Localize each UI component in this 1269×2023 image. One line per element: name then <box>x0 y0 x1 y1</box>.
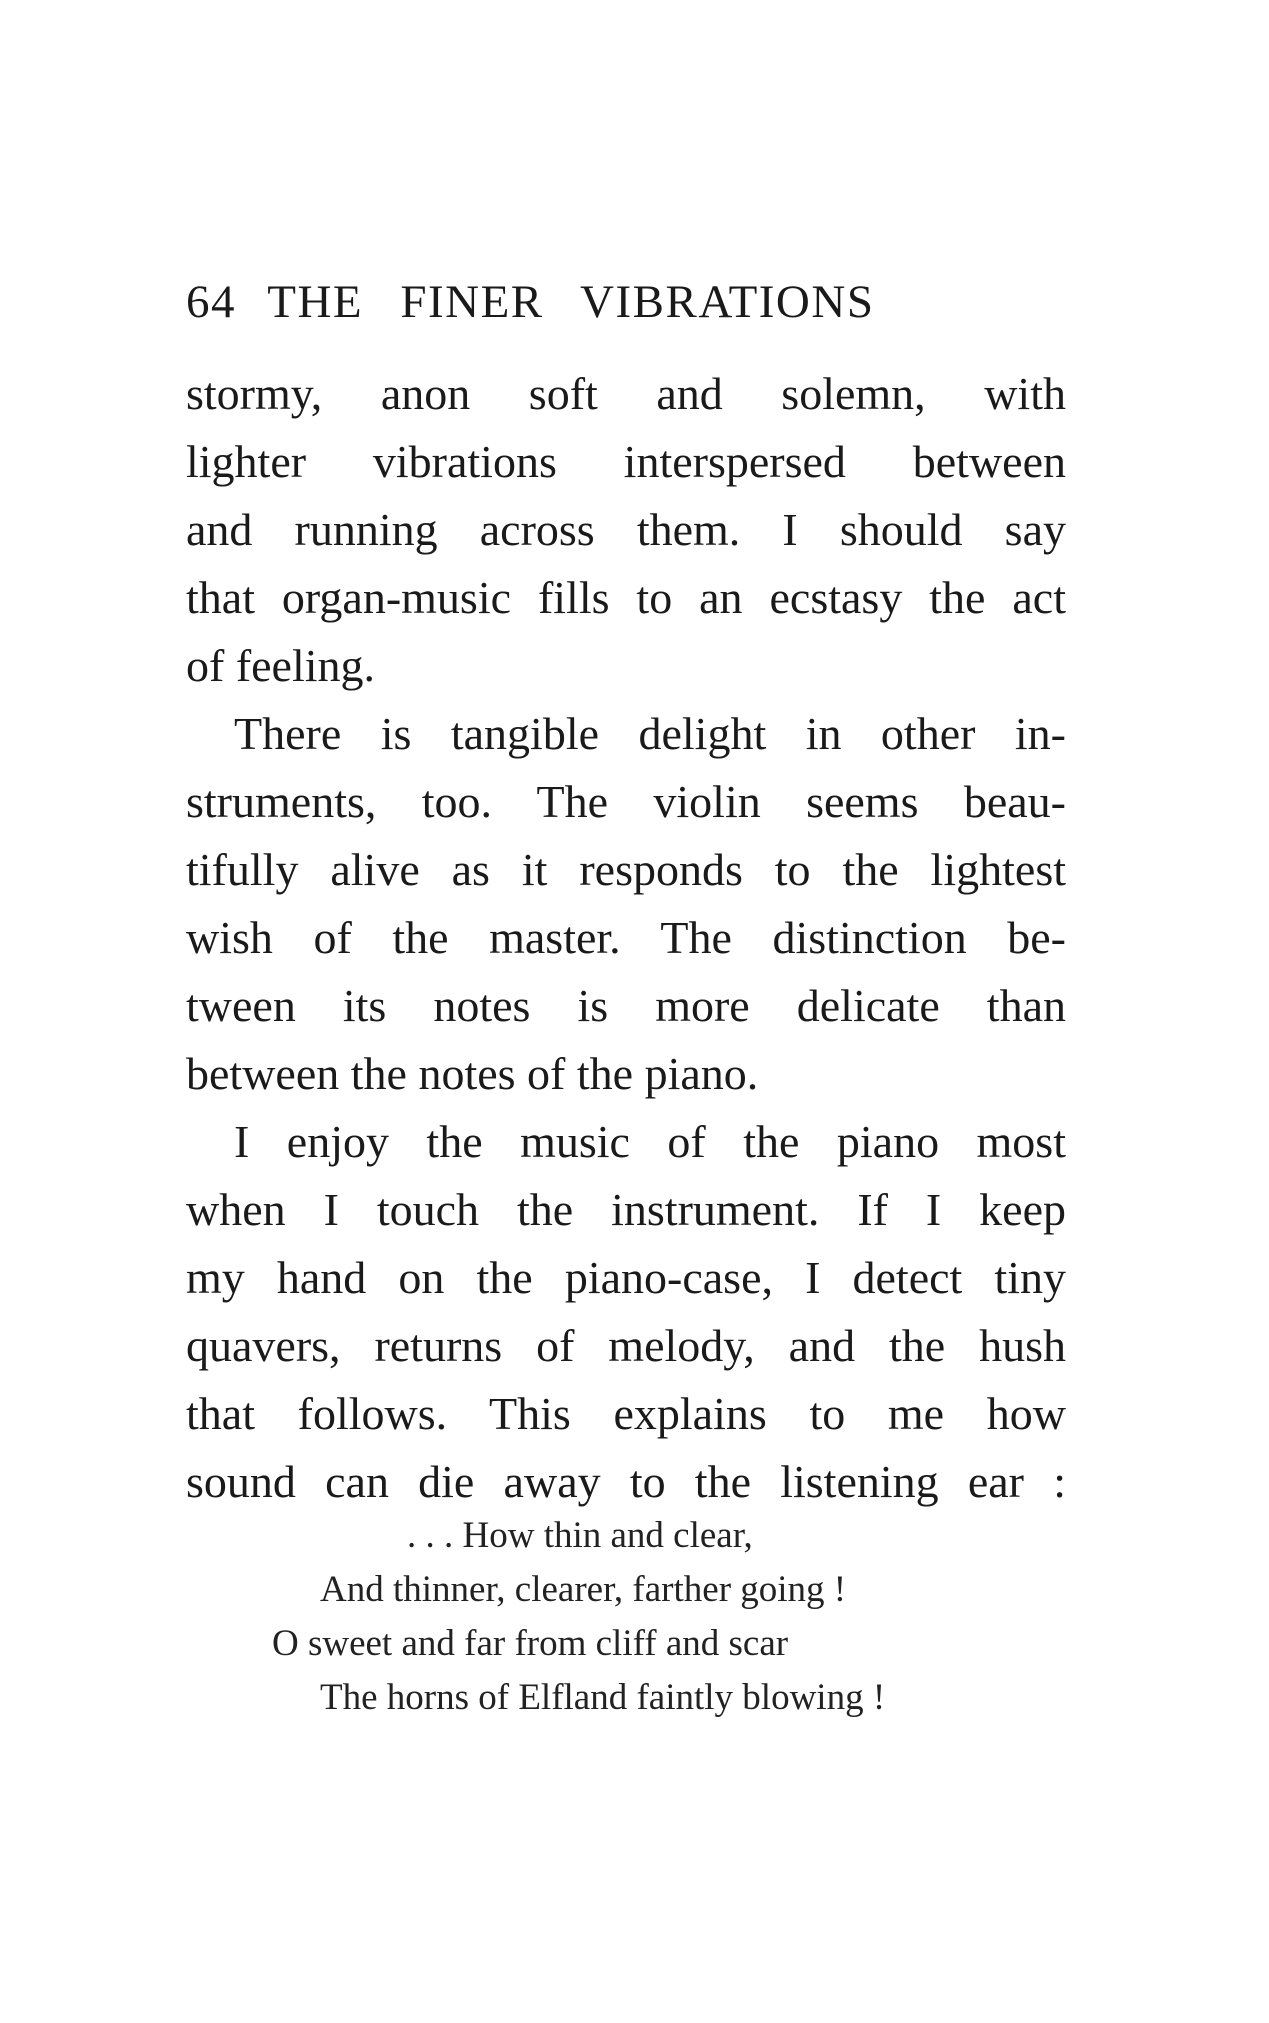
text-line: of feeling. <box>186 640 376 691</box>
text-line: tifully alive as it responds to the lightest <box>186 844 1066 895</box>
text-line: stormy, anon soft and solemn, with <box>186 368 1066 419</box>
text-line: between the notes of the piano. <box>186 1048 759 1099</box>
text-line: I enjoy the music of the piano most <box>234 1116 1066 1167</box>
text-line: struments, too. The violin seems beau- <box>186 776 1066 827</box>
page-number: 64 <box>186 276 236 328</box>
text-line: my hand on the piano-case, I detect tiny <box>186 1252 1066 1303</box>
text-line: that follows. This explains to me how <box>186 1388 1066 1439</box>
poem-line: O sweet and far from cliff and scar <box>272 1623 789 1664</box>
text-line: when I touch the instrument. If I keep <box>186 1184 1066 1235</box>
text-line: tween its notes is more delicate than <box>186 980 1066 1031</box>
poem-quotation <box>272 1509 1052 1725</box>
text-line: There is tangible delight in other in- <box>234 708 1066 759</box>
text-line: that organ-music fills to an ecstasy the act <box>186 572 1066 623</box>
poem-line: . . . How thin and clear, <box>407 1515 753 1556</box>
running-title: THE FINER VIBRATIONS <box>267 276 875 328</box>
running-head <box>186 272 1066 332</box>
text-line: quavers, returns of melody, and the hush <box>186 1320 1066 1371</box>
text-line: lighter vibrations interspersed between <box>186 436 1066 487</box>
text-line: wish of the master. The distinction be- <box>186 912 1066 963</box>
text-line: and running across them. I should say <box>186 504 1066 555</box>
poem-line: And thinner, clearer, farther going ! <box>320 1569 847 1610</box>
poem-line: The horns of Elfland faintly blowing ! <box>320 1677 886 1718</box>
body-text <box>186 360 1066 1516</box>
text-line: sound can die away to the listening ear : <box>186 1456 1066 1507</box>
